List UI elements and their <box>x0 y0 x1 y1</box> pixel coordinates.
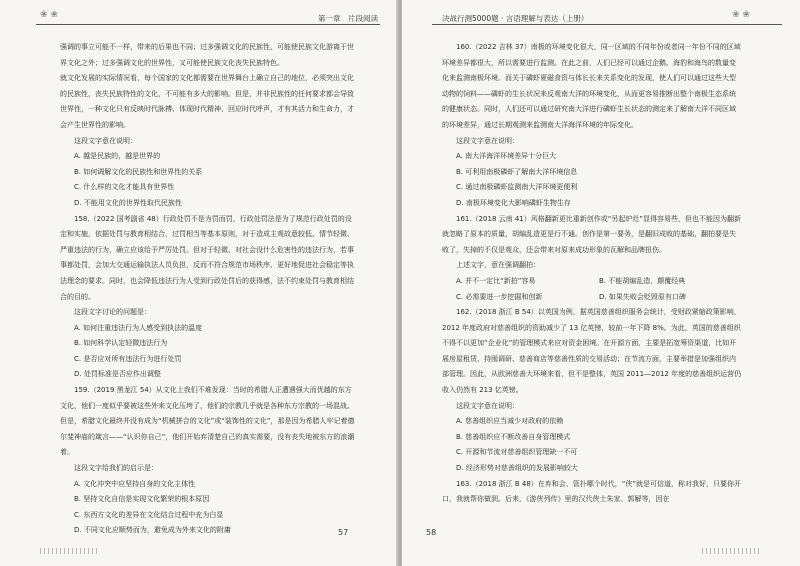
answer-option: A. 并不一定比“新拍”容易 <box>456 276 536 285</box>
answer-option: D. 经济形势对慈善组织的发展影响较大 <box>456 464 578 473</box>
answer-option: A. 越是民族的，越是世界的 <box>74 152 161 161</box>
paragraph: 160.（2022 吉林 37）南极的环境变化很大，同一区域的不同年份或者同一年份不同的区域环境差异都很大，所以需要进行监测。在此之前，人们已经可以通过企鹅、海豹和海鸟的数量变化来监测南极环境。而关于磷虾夏磁食资与体长长来关系变化的发现，使人们可以通过这些大型动物的饲料——磷虾的生长状况来反观南大洋的环境变化，从而更容易推断出整个南极生态系统的健康状态。同时，人们还可以通过研究南大洋进行磷虾生长状态的测定来了解南大洋不同区域的环境差异，通过长期观测来监测南大洋海洋环境的年际变化。 <box>442 43 741 129</box>
answer-option: D. 不能用文化的世界性取代民族性 <box>74 198 182 207</box>
page-edge-marks <box>702 548 762 554</box>
page-edge-marks <box>40 548 100 554</box>
answer-option: C. 开源和节流对慈善组织管理缺一不可 <box>456 448 578 457</box>
flower-ornament-icon: ❀ ❀ <box>40 10 58 20</box>
paragraph: 这段文字意在说明： <box>74 136 137 145</box>
header-rule <box>36 24 380 25</box>
answer-option: D. 如果失败会贬毁原有口碑 <box>599 292 686 301</box>
page-number: 57 <box>338 528 349 537</box>
answer-option: C. 是否应对所有违法行为进行处罚 <box>74 354 182 363</box>
left-page-body <box>60 40 356 539</box>
paragraph: 这段文字给我们的启示是： <box>74 464 158 473</box>
answer-option: A. 如何注重违法行为人感受到执法的温度 <box>74 323 203 332</box>
answer-option: B. 如何科学认定轻微违法行为 <box>74 339 168 348</box>
header-rule <box>432 24 782 25</box>
answer-option: C. 什么样的文化才能具有世界性 <box>74 183 175 192</box>
answer-option: D. 处罚标准是否应作出调整 <box>74 370 161 379</box>
flower-ornament-icon: ❀ ❀ <box>732 10 750 20</box>
paragraph: 就文化发展的实际情况看，每个国家的文化都需要在世界舞台上确立自己的地位，必须突出文化的民族性，丧失民族特性的文化，不可能有多大的影响。但是，并非民族性的任何要求都会导致世界性，一种文化只有反映时代脉搏、体现时代精神、回应时代呼声，才有其活力和生命力，才会产生世界性的影响。 <box>60 74 354 129</box>
answer-option: C. 东西方文化的差异在文化结合过程中充为白显 <box>74 510 224 519</box>
answer-option-row <box>442 274 742 290</box>
answer-option: D. 南极环境变化大影响磷虾生物生存 <box>456 198 571 207</box>
paragraph: 强调的事立可能不一样，带来的后果也不同；过多强调文化的民族性，可能使民族文化游离于世界文化之外；过多强调文化的世界性，又可能使民族文化丧失民族特色。 <box>60 43 354 67</box>
answer-option: B. 不能胡编乱造，颠覆经典 <box>599 276 686 285</box>
answer-option: B. 坚持文化自信是实现文化繁荣的根本原因 <box>74 495 210 504</box>
answer-option: B. 如何调解文化的民族性和世界性的关系 <box>74 167 203 176</box>
right-page-body <box>442 40 742 508</box>
left-page <box>0 0 398 566</box>
paragraph: 这段文字意在说明： <box>456 401 519 410</box>
paragraph: 158.（2022 国考副省 48）行政处罚不是为罚而罚，行政处罚法是为了规范行政处罚的设定和实施，依据处罚与教育相结合，过罚相当等基本原则，对于造成主观故意较低、情节轻微、严重违法的行为，确立应该给予严厉处罚。但对于轻微、对社会没什么危害性的违法行为，若事事都处罚，会加大交通运输执法人员负担，反而不符合规范市场秩序、更好地促进社会稳定等执法理念的要求。同时，也会降低违法行为人受到行政处罚后的获得感，法不约束处罚与教育相结合的目的。 <box>60 214 354 301</box>
chapter-header: 第一章 片段阅读 <box>318 14 378 23</box>
paragraph: 这段文字意在说明： <box>456 136 519 145</box>
answer-option: B. 可利用南极磷虾了解南大洋环境信息 <box>456 167 578 176</box>
answer-option: C. 必需要进一步挖掘和创新 <box>456 292 543 301</box>
right-page <box>402 0 800 566</box>
answer-option: A. 文化冲突中应坚持自身的文化主体性 <box>74 479 196 488</box>
answer-option: A. 慈善组织应当减少对政府的依赖 <box>456 417 564 426</box>
answer-option: D. 不同文化应顺势而为，避免成为外来文化的附庸 <box>74 526 231 535</box>
answer-option: A. 南大洋海洋环境差异十分巨大 <box>456 152 557 161</box>
answer-option: C. 通过南极磷虾监测南大洋环境更便利 <box>456 183 578 192</box>
answer-option-row <box>442 290 742 306</box>
page-number: 58 <box>426 528 437 537</box>
book-title-header: 决战行测5000题 · 言语理解与表达（上册） <box>442 14 589 23</box>
paragraph: 上述文字，意在强调翻拍： <box>456 261 540 270</box>
paragraph: 159.（2019 黑龙江 54）从文化上我们不难发现：当时的希腊人正遭遇强大而优越的东方文化，他们一度似乎要被这些外来文化压垮了，他们的宗教几乎就是各种东方宗教的一场混战。但是，希腊文化最终并没有成为“机械拼合的文化”或“装饰性的文化”，那是因为希腊人牢记着德尔斐神庙的箴言——“认识你自己”，他们开始弃清楚自己的真实需要，没有丧失地被东方的浪潮着。 <box>60 386 355 457</box>
paragraph: 162.（2018 浙江 B 54）以英国为例，据英国慈善组织服务会统计，受财政紧缩政策影响，2012 年度政府对慈善组织的资助减少了 13 亿英镑，较前一年下降 8%。为此，英国的慈善组织不得不以更加“企业化”的管理模式来应对资金困境。在开源方面，主要是拓宽筹资渠道，比如开展房屋租赁、持囤调研、慈善商店等慈善性质的交易活动；在节流方面，主要举措是加强组织内部管理。因此，从欧洲慈善大环境来看，但不是整体，英国 2011—2012 年度的慈善组织运营仍收入仍然有 213 亿英镑。 <box>442 308 742 395</box>
paragraph: 这段文字讨论的问题是： <box>74 308 151 317</box>
answer-option: B. 慈善组织应不断改善自身管理模式 <box>456 432 571 441</box>
paragraph: 161.（2018 云南 41）风格翻新更比重新创作或“另起炉灶”显得容易些，但也不能因为翻新就忽略了原本的质量，胡编乱造更是行不通。创作是第一要务，是翻旧成败的基础，翻拍要是失败了，失掉的不仅是观众，还会带来对原来成功形象的瓦解和品牌扭伤。 <box>442 214 742 254</box>
paragraph: 163.（2018 浙江 B 48）在弃和会、管扑哪个时代，“侠”就是可信道，称对我好，只要你开口，我就帮你做到。后来，《游侠列传》里的汉代侠士朱家、郭解等，因在 <box>442 479 742 504</box>
